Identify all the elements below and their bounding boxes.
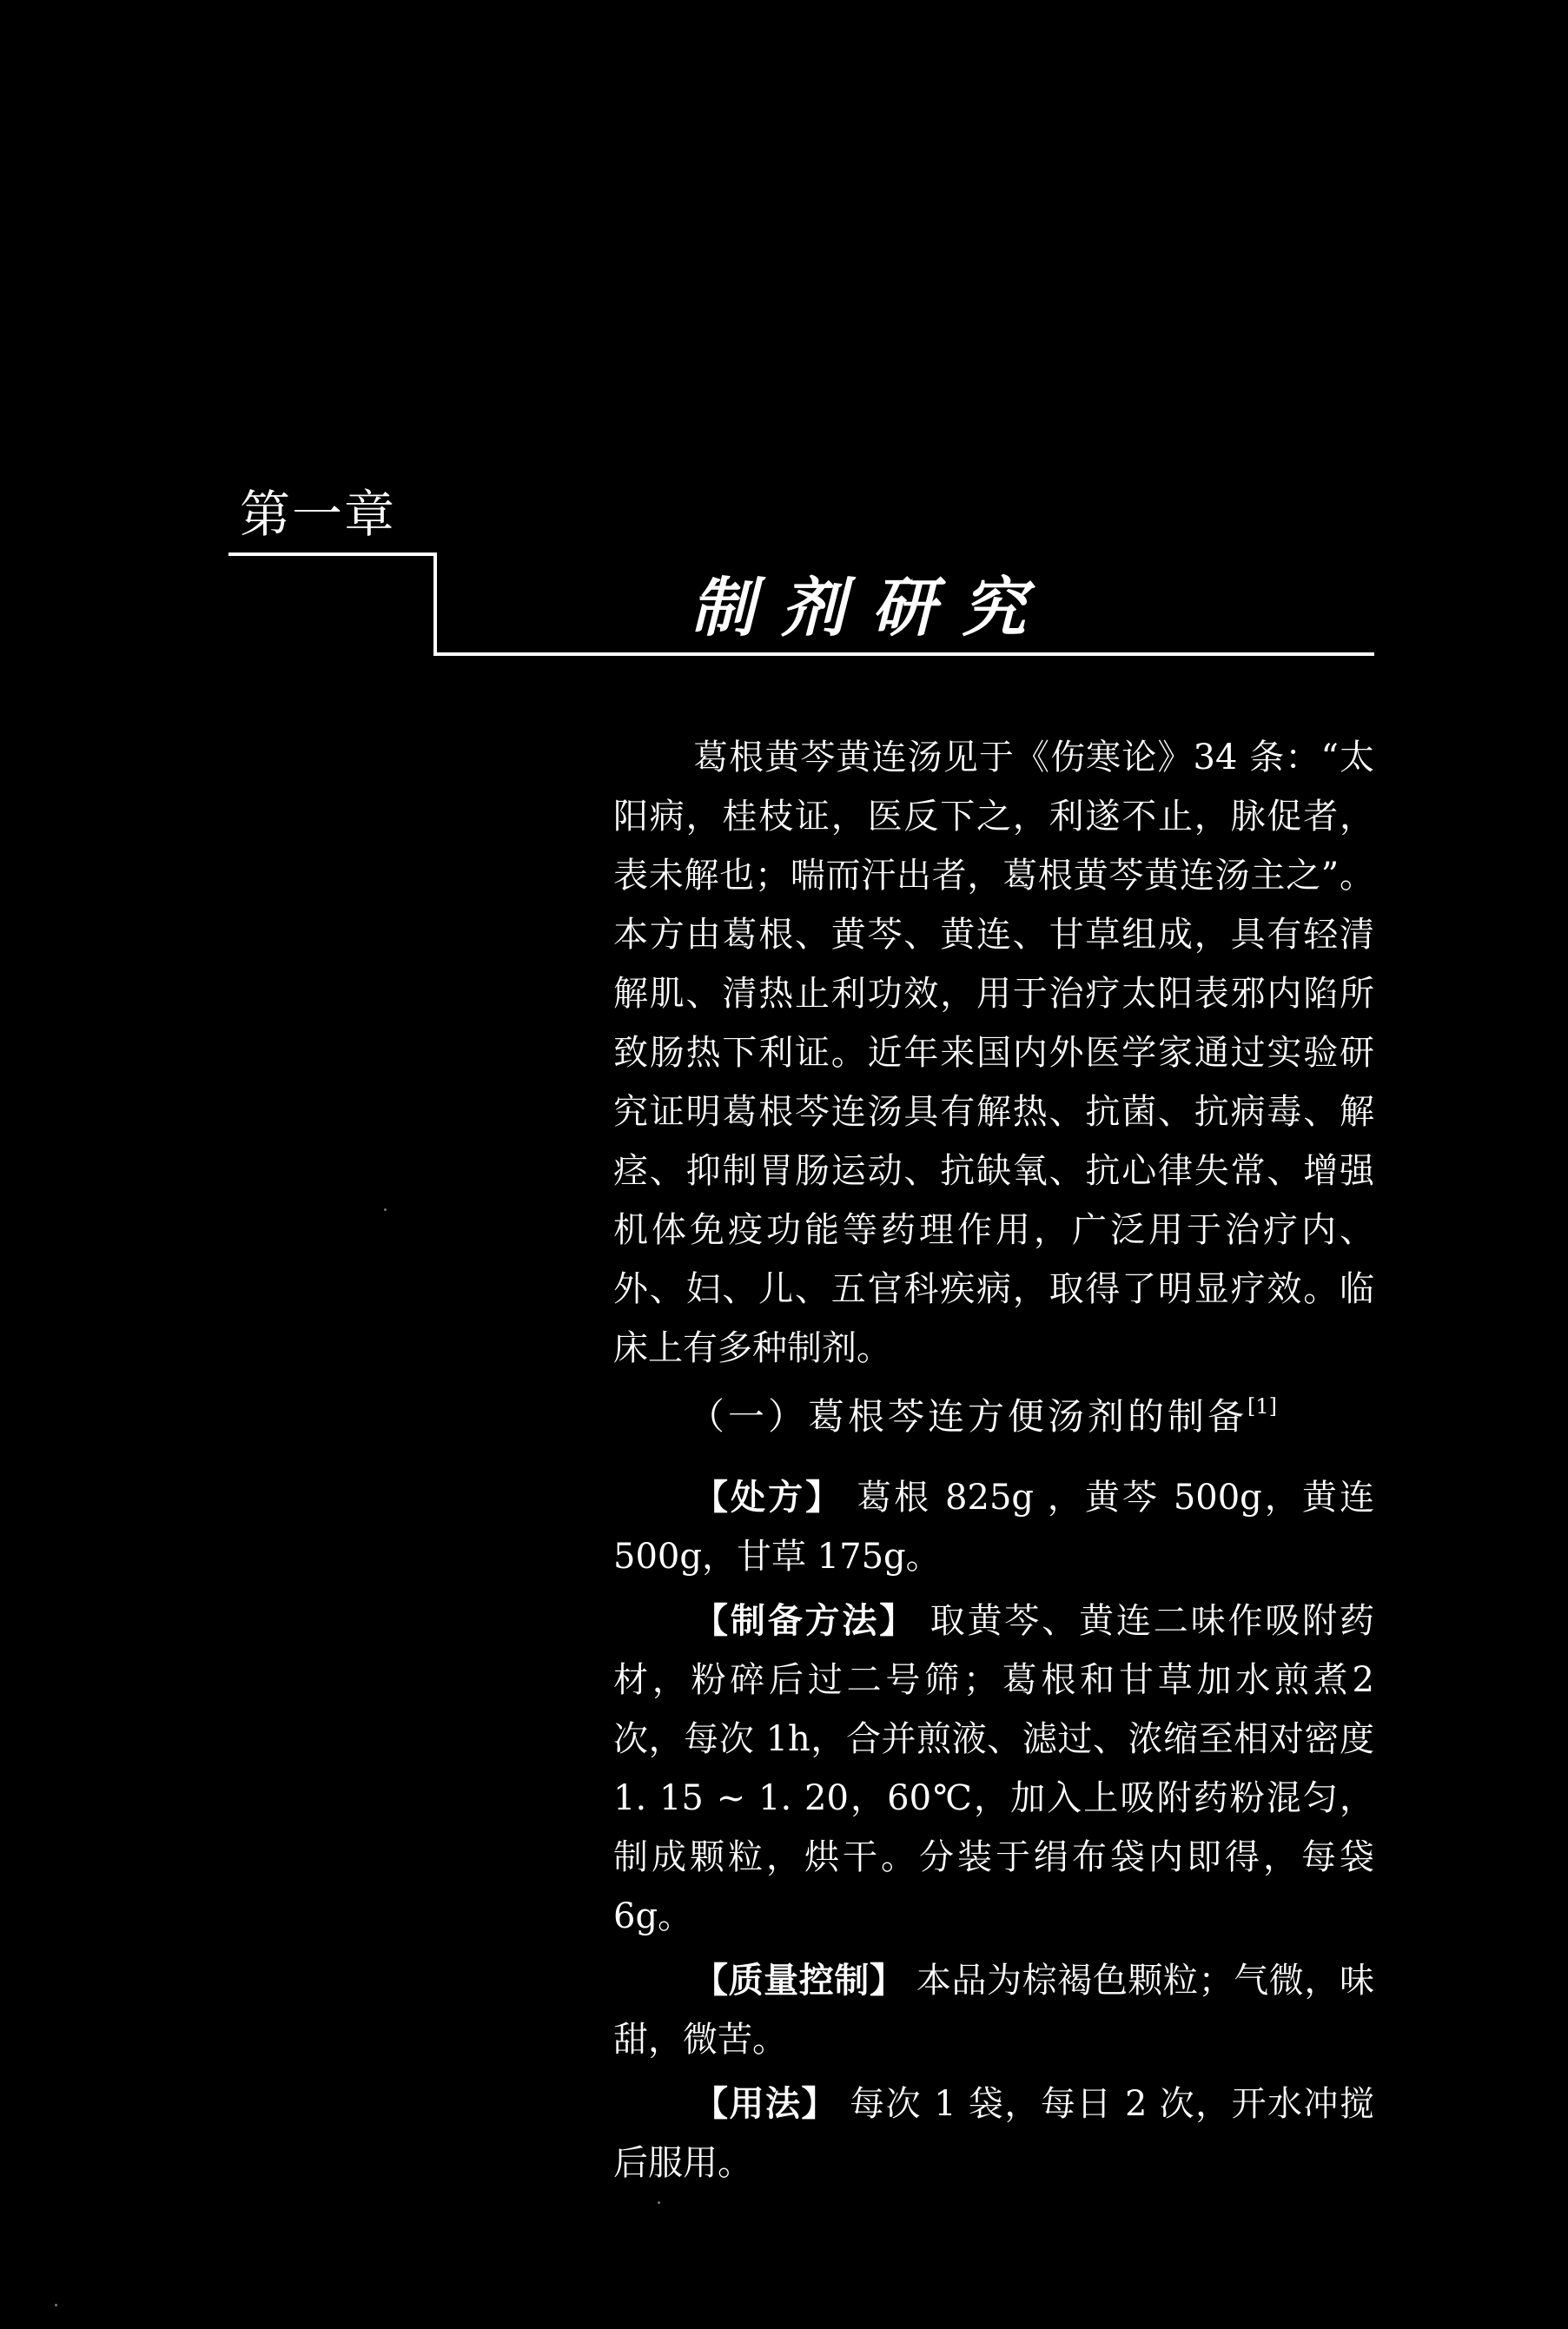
recipe-text: 葛根 825g ，黄芩 500g，黄连500g，甘草 175g。: [613, 1478, 1375, 1577]
recipe-tag: 【制备方法】: [693, 1601, 917, 1641]
recipe-item-prescription: [613, 1468, 1374, 1586]
chapter-title: 制剂研究: [691, 571, 1052, 645]
recipe-tag: 【质量控制】: [693, 1961, 905, 2001]
chapter-label: 第一章: [240, 485, 397, 544]
chapter-rule-left: [228, 552, 437, 556]
recipe-item-usage: [613, 2074, 1374, 2193]
recipe-text: 取黄芩、黄连二味作吸附药材，粉碎后过二号筛；葛根和甘草加水煎煮2 次，每次 1h，合并煎液、滤过、浓缩至相对密度 1. 15 ~ 1. 20，60℃，加入上吸附药粉混匀，制成颗粒，烘干。分装于绢布袋内即得，每袋 6g。: [613, 1601, 1374, 1936]
intro-section: [613, 728, 1374, 1378]
recipe-tag: 【处方】: [693, 1478, 844, 1518]
reference-marker: [1]: [1247, 1394, 1278, 1419]
chapter-rule-bottom: [433, 652, 1374, 656]
intro-paragraph: 葛根黄芩黄连汤见于《伤寒论》34 条：“太阳病，桂枝证，医反下之，利遂不止，脉促者，表未解也；喘而汗出者，葛根黄芩黄连汤主之”。本方由葛根、黄芩、黄连、甘草组成，具有轻清解肌、清热止利功效，用于治疗太阳表邪内陷所致肠热下利证。近年来国内外医学家通过实验研究证明葛根芩连汤具有解热、抗菌、抗病毒、解痉、抑制胃肠运动、抗缺氧、抗心律失常、增强机体免疫功能等药理作用，广泛用于治疗内、外、妇、儿、五官科疾病，取得了明显疗效。临床上有多种制剂。: [613, 738, 1374, 1368]
section-heading-text: （一）葛根芩连方便汤剂的制备: [688, 1395, 1248, 1438]
recipe-item-quality: [613, 1951, 1374, 2069]
scan-speck: [55, 2304, 57, 2306]
section-heading: [688, 1378, 1277, 1446]
recipe-tag: 【用法】: [693, 2084, 837, 2124]
chapter-rule-vertical: [433, 552, 437, 656]
recipe-item-preparation: [613, 1591, 1374, 1946]
recipe-text: 每次 1 袋，每日 2 次，开水冲搅后服用。: [613, 2084, 1374, 2183]
recipe-section: [613, 1468, 1374, 2198]
scan-speck: [658, 2201, 660, 2204]
scan-speck: [384, 1208, 387, 1211]
recipe-text: 本品为棕褐色颗粒；气微，味甜，微苦。: [613, 1961, 1374, 2060]
